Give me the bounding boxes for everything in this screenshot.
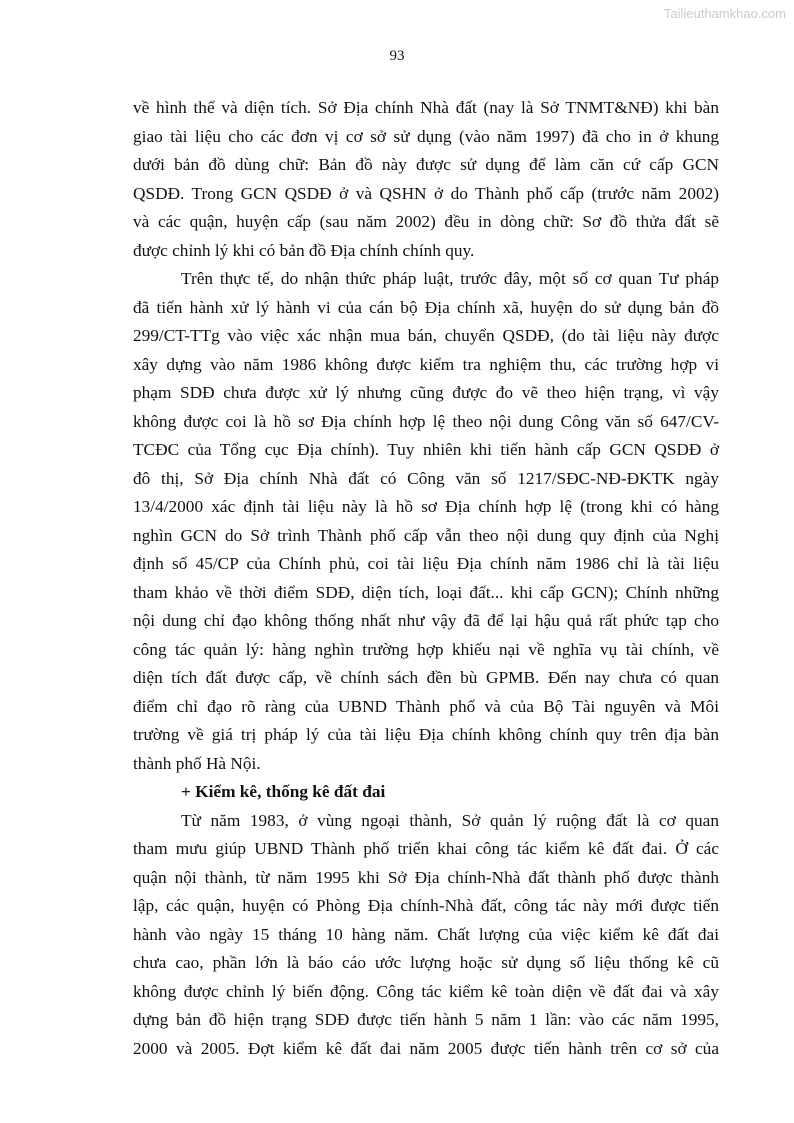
section-heading: + Kiểm kê, thống kê đất đai xyxy=(181,782,386,801)
text-line: không được coi là hồ sơ Địa chính hợp lệ theo nội dung Công văn số 647/CV- xyxy=(133,411,719,431)
text-line: dưới bản đồ dùng chữ: Bản đồ này được sử dụng để làm căn cứ cấp GCN xyxy=(133,155,719,174)
text-line: tham mưu giúp UBND Thành phố triển khai công tác kiểm kê đất đai. Ở các xyxy=(133,839,719,858)
text-line: tham khảo về thời điểm SDĐ, diện tích, loại đất... khi cấp GCN); Chính những xyxy=(133,582,719,602)
text-line: 13/4/2000 xác định tài liệu này là hồ sơ Địa chính hợp lệ (trong khi có hàng xyxy=(133,497,719,516)
text-line: quận nội thành, từ năm 1995 khi Sở Địa chính-Nhà đất thành phố được thành xyxy=(133,867,719,887)
text-line: thành phố Hà Nội. xyxy=(133,753,261,773)
text-line: điểm chỉ đạo rõ ràng của UBND Thành phố và của Bộ Tài nguyên và Môi xyxy=(133,696,719,716)
text-line: Trên thực tế, do nhận thức pháp luật, trước đây, một số cơ quan Tư pháp xyxy=(181,269,719,288)
text-line: được chỉnh lý khi có bản đồ Địa chính chính quy. xyxy=(133,240,475,260)
text-line: Từ năm 1983, ở vùng ngoại thành, Sở quản lý ruộng đất là cơ quan xyxy=(181,810,719,830)
text-line: và các quận, huyện cấp (sau năm 2002) đều in dòng chữ: Sơ đồ thửa đất sẽ xyxy=(133,212,719,231)
text-line: xây dựng vào năm 1986 không được kiểm tra nghiệm thu, các trường hợp vi xyxy=(133,354,719,374)
text-line: giao tài liệu cho các đơn vị cơ sở sử dụng (vào năm 1997) đã cho in ở khung xyxy=(133,126,719,146)
text-line: về hình thể và diện tích. Sở Địa chính Nhà đất (nay là Sở TNMT&NĐ) khi bàn xyxy=(133,98,719,117)
text-line: đã tiến hành xử lý hành vi của cán bộ Địa chính xã, huyện do sử dụng bản đồ xyxy=(133,297,719,317)
text-line: dựng bản đồ hiện trạng SDĐ được tiến hành 5 năm 1 lần: vào các năm 1995, xyxy=(133,1010,719,1029)
text-line: chưa cao, phần lớn là báo cáo ước lượng hoặc sử dụng số liệu thống kê cũ xyxy=(133,953,719,972)
text-line: nghìn GCN do Sở trình Thành phố cấp vẫn theo nội dung quy định của Nghị xyxy=(133,525,719,545)
text-line: diện tích đất được cấp, về chính sách đền bù GPMB. Đến nay chưa có quan xyxy=(133,668,719,687)
text-line: phạm SDĐ chưa được xử lý nhưng cũng được đo vẽ theo hiện trạng, vì vậy xyxy=(133,383,719,402)
text-line: QSDĐ. Trong GCN QSDĐ ở và QSHN ở do Thành phố cấp (trước năm 2002) xyxy=(133,183,719,203)
text-line: lập, các quận, huyện có Phòng Địa chính-Nhà đất, công tác này mới được tiến xyxy=(133,896,719,915)
text-line: trường về giá trị pháp lý của tài liệu Địa chính không chính quy trên địa bàn xyxy=(133,725,719,744)
text-line: không được chỉnh lý biến động. Công tác kiểm kê toàn diện về đất đai và xây xyxy=(133,981,719,1001)
text-line: TCĐC của Tổng cục Địa chính). Tuy nhiên khi tiến hành cấp GCN QSDĐ ở xyxy=(133,440,719,459)
text-line: 2000 và 2005. Đợt kiểm kê đất đai năm 2005 được tiến hành trên cơ sở của xyxy=(133,1038,719,1058)
text-line: đô thị, Sở Địa chính Nhà đất có Công văn số 1217/SĐC-NĐ-ĐKTK ngày xyxy=(133,468,719,488)
text-line: 299/CT-TTg vào việc xác nhận mua bán, chuyển QSDĐ, (do tài liệu này được xyxy=(133,326,719,345)
page-body xyxy=(133,94,719,1063)
page-number: 93 xyxy=(389,48,405,64)
text-line: định số 45/CP của Chính phủ, coi tài liệu Địa chính năm 1986 chỉ là tài liệu xyxy=(133,554,719,573)
text-line: hành vào ngày 15 tháng 10 hàng năm. Chất lượng của việc kiểm kê đất đai xyxy=(133,924,719,944)
watermark: Tailieuthamkhao.com xyxy=(663,6,786,21)
text-line: công tác quản lý: hàng nghìn trường hợp khiếu nại về nghĩa vụ tài chính, về xyxy=(133,639,719,659)
text-line: nội dung chỉ đạo không thống nhất như vậy đã để lại hậu quả rất phức tạp cho xyxy=(133,611,719,630)
